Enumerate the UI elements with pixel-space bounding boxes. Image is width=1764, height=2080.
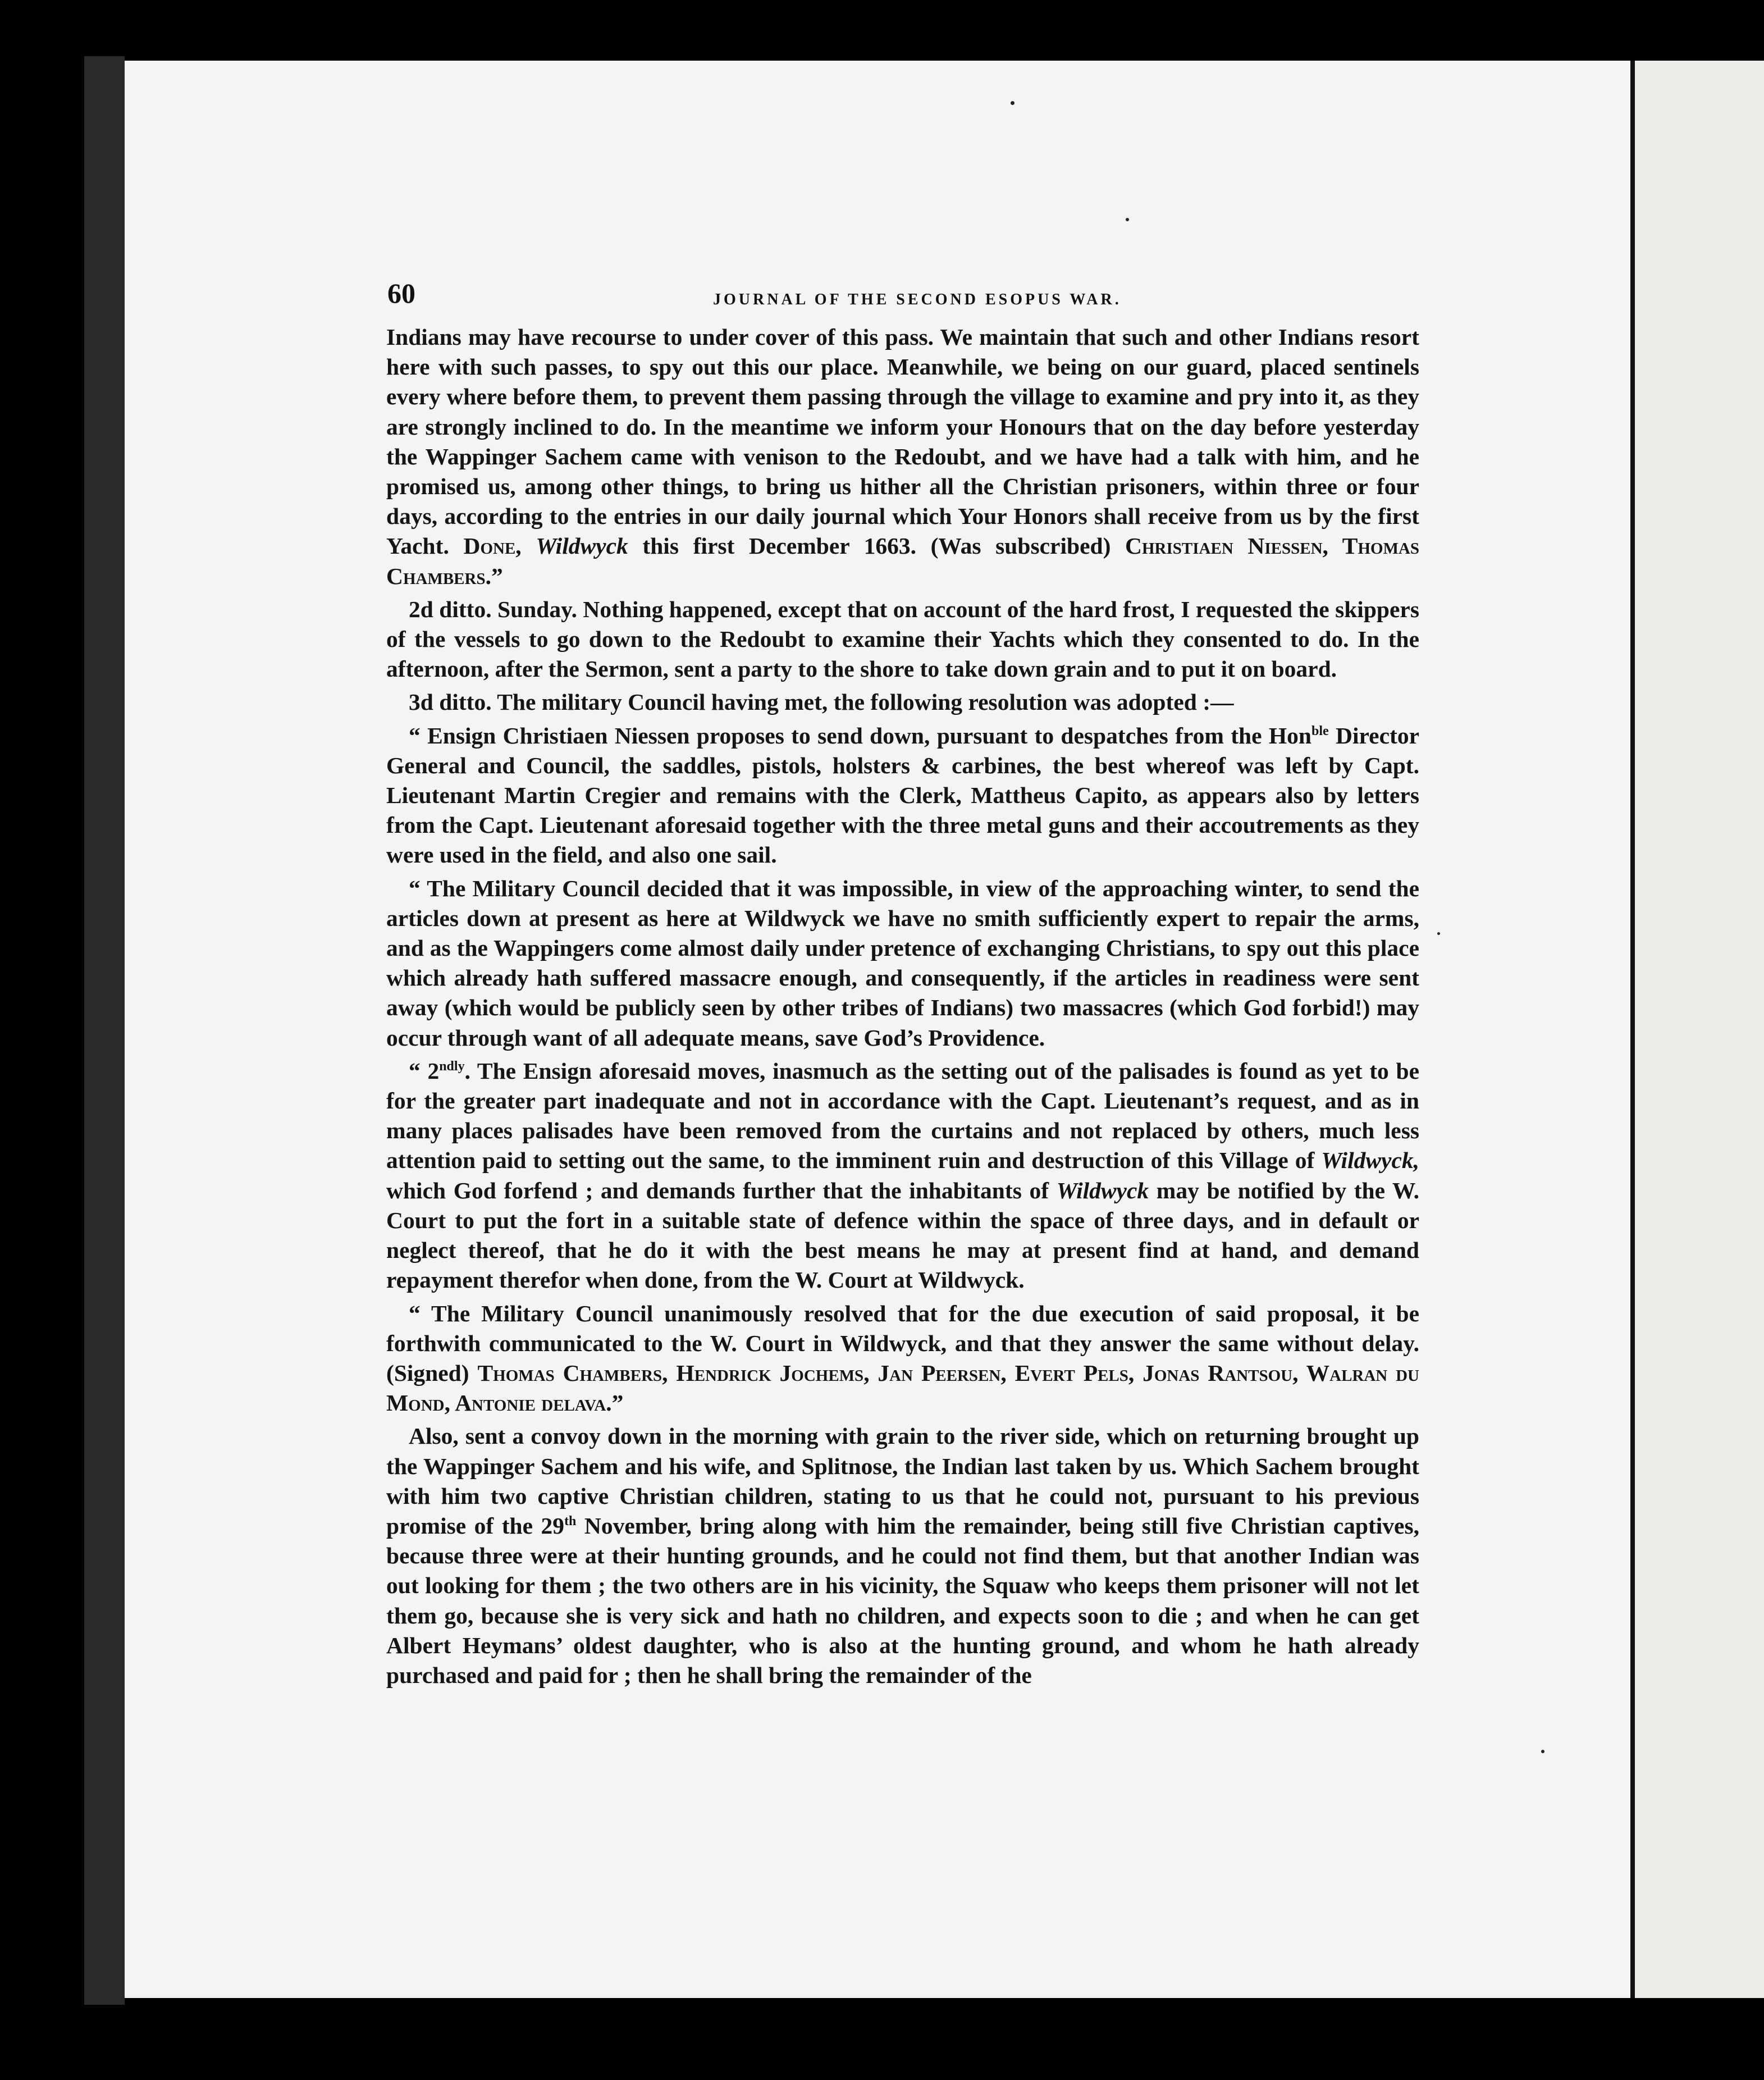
- paragraph-council-decision: “ The Military Council decided that it was impossible, in view of the approaching winter, to send the articles down at present as here at Wildwyck we have no smith sufficiently expert to repair the arms, and as the Wappingers come almost daily under pretence of exchanging Christians, to spy out this place which already hath suffered massacre enough, and consequently, if the articles in readiness were sent away (which would be publicly seen by other tribes of Indians) two massacres (which God forbid!) may occur through want of all adequate means, save God’s Providence.: [386, 875, 1419, 1051]
- paragraph-3d-ditto: 3d ditto. The military Council having met, the following resolution was adopted :—: [409, 689, 1234, 715]
- running-title: JOURNAL OF THE SECOND ESOPUS WAR.: [713, 291, 1122, 308]
- facing-page-edge: [1635, 61, 1764, 1998]
- page-number: 60: [387, 277, 415, 309]
- paragraph-secondly: “ $2^{ndly}$. The Ensign aforesaid moves, inasmuch as the setting out of the palisades is found as yet to be for the greater part inadequate and not in accordance with the Capt. Lieutenant’s request, and as in many places palisades have been removed from the curtains and not replaced by others, much less attention paid to setting out the same, to the imminent ruin and destruction of this Village of Wildwyck, which God forfend ; and demands further that the inhabitants of Wildwyck may be notified by the W. Court to put the fort in a suitable state of defence within the space of three days, and in default or neglect thereof, that he do it with the best means he may at present find at hand, and demand repayment therefor when done, from the W. Court at Wildwyck.: [386, 1057, 1420, 1293]
- paragraph-convoy: Also, sent a convoy down in the morning with grain to the river side, which on returning brought up the Wappinger Sachem and his wife, and Splitnose, the Indian last taken by us. Which Sachem brought with him two captive Christian children, stating to us that he could not, pursuant to his previous promise of the 29th November, bring along with him the remainder, being still five Christian captives, because three were at their hunting grounds, and he could not find them, but that another Indian was out looking for them ; the two others are in his vicinity, the Squaw who keeps them prisoner will not let them go, because she is very sick and hath no children, and expects soon to die ; and when he can get Albert Heymans’ oldest daughter, who is also at the hunting ground, and whom he hath already purchased and paid for ; then he shall bring the remainder of the: [386, 1423, 1420, 1688]
- paragraph-council-resolution: “ The Military Council unanimously resolved that for the due execution of said proposal, it be forthwith communicated to the W. Court in Wildwyck, and that they answer the same without delay. (Signed) Thomas Chambers, Hendrick Jochems, Jan Peersen, Evert Pels, Jonas Rantsou, Walran du Mond, Antonie delava.”: [386, 1300, 1419, 1416]
- paragraph-letter-close: Indians may have recourse to under cover of this pass. We maintain that such and other Indians resort here with such passes, to spy out this our place. Meanwhile, we being on our guard, placed sentinels every where before them, to prevent them passing through the village to examine and pry into it, as they are strongly inclined to do. In the meantime we inform your Honours that on the day before yesterday the Wappinger Sachem came with venison to the Redoubt, and we have had a talk with him, and he promised us, among other things, to bring us hither all the Christian prisoners, within three or four days, according to the entries in our daily journal which Your Honors shall receive from us by the first Yacht. Done, Wildwyck this first December 1663. (Was subscribed) Christiaen Niessen, Thomas Chambers.”: [386, 324, 1420, 589]
- scan-speck: [1126, 218, 1129, 221]
- book-edge-left: [84, 56, 125, 2005]
- scan-speck: [1541, 1750, 1544, 1753]
- page-body: [386, 322, 1419, 1694]
- scan-speck: [1437, 932, 1440, 935]
- letter-signers: Christiaen Niessen, Thomas Chambers.”: [386, 533, 1420, 589]
- paragraph-ensign-proposal: “ Ensign Christiaen Niessen proposes to send down, pursuant to despatches from the Hon$^{ble}$ Director General and Council, the saddles, pistols, holsters & carbines, the best whereof was left by Capt. Lieutenant Martin Cregier and remains with the Clerk, Mattheus Capito, as appears also by letters from the Capt. Lieutenant aforesaid together with the three metal guns and their accoutrements as they were used in the field, and also one sail.: [386, 722, 1419, 868]
- paragraph-2d-ditto: 2d ditto. Sunday. Nothing happened, except that on account of the hard frost, I requested the skippers of the vessels to go down to the Redoubt to examine their Yachts which they consented to do. In the afternoon, after the Sermon, sent a party to the shore to take down grain and to put it on board.: [386, 596, 1419, 682]
- council-signers: Thomas Chambers, Hendrick Jochems, Jan Peersen, Evert Pels, Jonas Rantsou, Walran du Mond, Antonie delava.”: [386, 1360, 1419, 1416]
- scan-speck: [1011, 101, 1014, 105]
